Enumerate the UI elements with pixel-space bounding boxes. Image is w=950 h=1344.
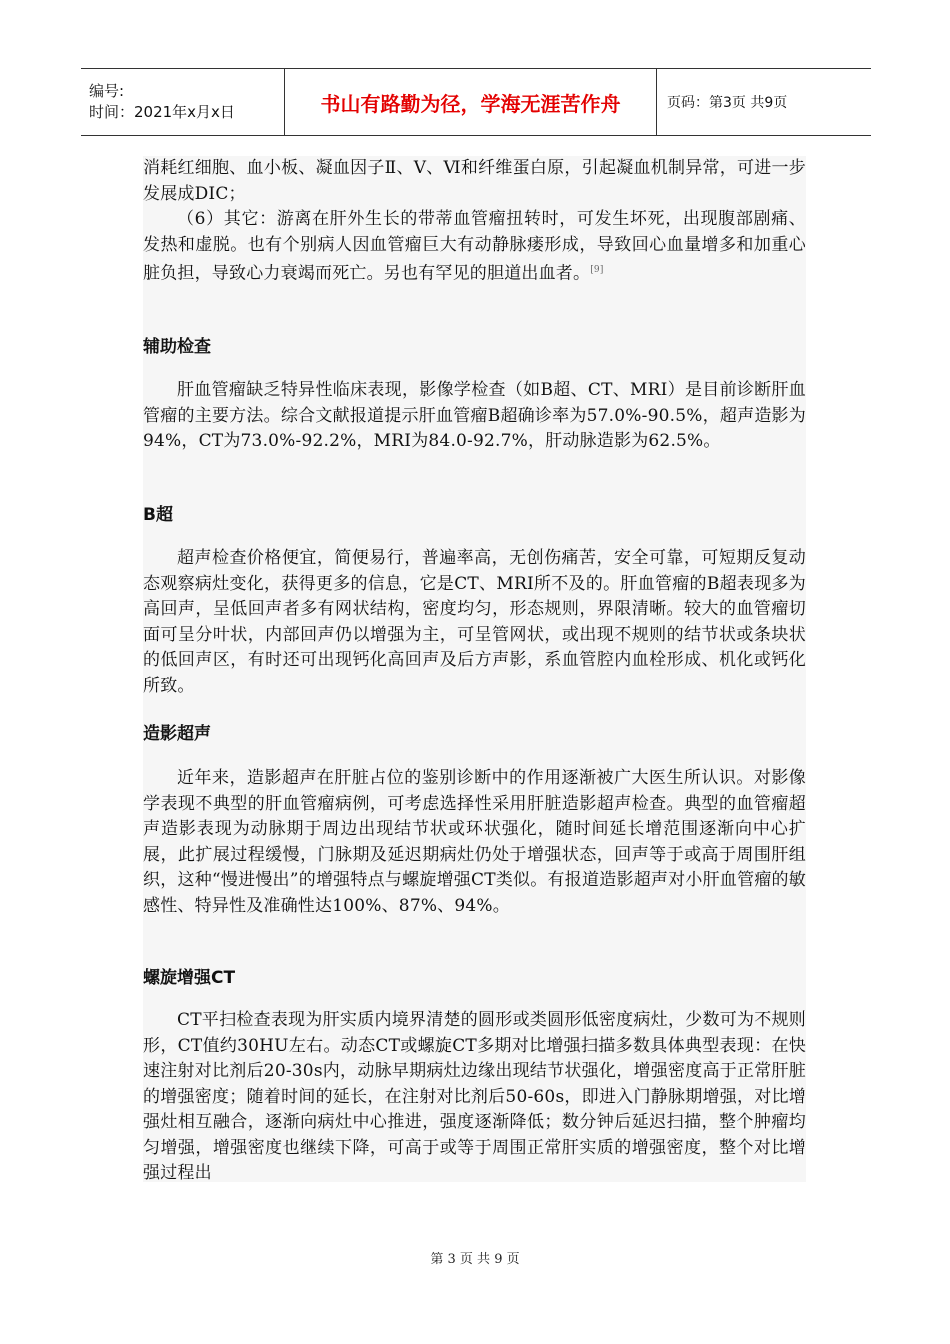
heading-text: 螺旋增强CT [143,968,236,988]
document-number-label: 编号: [89,82,125,100]
paragraph-text: 超声检查价格便宜，简便易行，普遍率高，无创伤痛苦，安全可靠，可短期反复动态观察病灶变化，获得更多的信息，它是CT、MRI所不及的。肝血管瘤的B超表现多为高回声，呈低回声者多有网状结构，密度均匀，形态规则，界限清晰。较大的血管瘤切面可呈分叶状，内部回声仍以增强为主，可呈管网状，或出现不规则的结节状或条块状的低回声区，有时还可出现钙化高回声及后方声影，系血管腔内血栓形成、机化或钙化所致。 [143,548,806,696]
paragraph-text: 消耗红细胞、血小板、凝血因子Ⅱ、Ⅴ、Ⅵ和纤维蛋白原，引起凝血机制异常，可进一步发展成DIC； [143,158,806,204]
paragraph-dic [143,156,806,207]
paragraph-text [143,207,806,287]
paragraph-text: 近年来，造影超声在肝脏占位的鉴别诊断中的作用逐渐被广大医生所认识。对影像学表现不典型的肝血管瘤病例，可考虑选择性采用肝脏造影超声检查。典型的血管瘤超声造影表现为动脉期于周边出现结节状或环状强化，随时间延长增范围逐渐向中心扩展，此扩展过程缓慢，门脉期及延迟期病灶仍处于增强状态，回声等于或高于周围肝组织，这种“慢进慢出”的增强特点与螺旋增强CT类似。有报道造影超声对小肝血管瘤的敏感性、特异性及准确性达100%、87%、94%。 [143,768,806,916]
heading-text: B超 [143,505,173,525]
page-header [81,68,871,136]
paragraph-imaging [143,378,806,455]
document-time: 时间：2021年x月x日 [89,103,235,121]
header-meta [81,69,284,135]
section-heading-auxiliary-exam [143,332,806,357]
section-heading-contrast-ultrasound [143,719,806,744]
section-heading-b-ultrasound [143,500,806,525]
document-body [143,156,806,1182]
page-footer: 第 3 页 共 9 页 [430,1252,520,1267]
citation-ref: [9] [590,265,604,275]
paragraph-text: 肝血管瘤缺乏特异性临床表现，影像学检查（如B超、CT、MRI）是目前诊断肝血管瘤的主要方法。综合文献报道提示肝血管瘤B超确诊率为57.0%-90.5%，超声造影为94%，CT为73.0%-92.2%，MRI为84.0-92.7%，肝动脉造影为62.5%。 [143,380,806,451]
section-heading-spiral-ct [143,963,806,988]
paragraph-spiral-ct [143,1008,806,1187]
header-page-info: 页码：第3页 共9页 [667,95,788,111]
paragraph-b-ultrasound [143,546,806,699]
heading-text: 辅助检查 [143,337,211,357]
paragraph-text: CT平扫检查表现为肝实质内境界清楚的圆形或类圆形低密度病灶，少数可为不规则形，CT值约30HU左右。动态CT或螺旋CT多期对比增强扫描多数具体典型表现：在快速注射对比剂后20-30s内，动脉早期病灶边缘出现结节状强化，增强密度高于正常肝脏的增强密度；随着时间的延长，在注射对比剂后50-60s，即进入门静脉期增强，对比增强灶相互融合，逐渐向病灶中心推进，强度逐渐降低；数分钟后延迟扫描，整个肿瘤均匀增强，增强密度也继续下降，可高于或等于周围正常肝实质的增强密度，整个对比增强过程出 [143,1010,806,1183]
paragraph-contrast-ultrasound [143,766,806,919]
header-motto: 书山有路勤为径，学海无涯苦作舟 [284,69,657,135]
paragraph-body: （6）其它：游离在肝外生长的带蒂血管瘤扭转时，可发生坏死，出现腹部剧痛、发热和虚脱。也有个别病人因血管瘤巨大有动静脉瘘形成，导致回心血量增多和加重心脏负担，导致心力衰竭而死亡。另也有罕见的胆道出血者。 [143,209,806,284]
paragraph-other [143,207,806,287]
heading-text: 造影超声 [143,724,211,744]
